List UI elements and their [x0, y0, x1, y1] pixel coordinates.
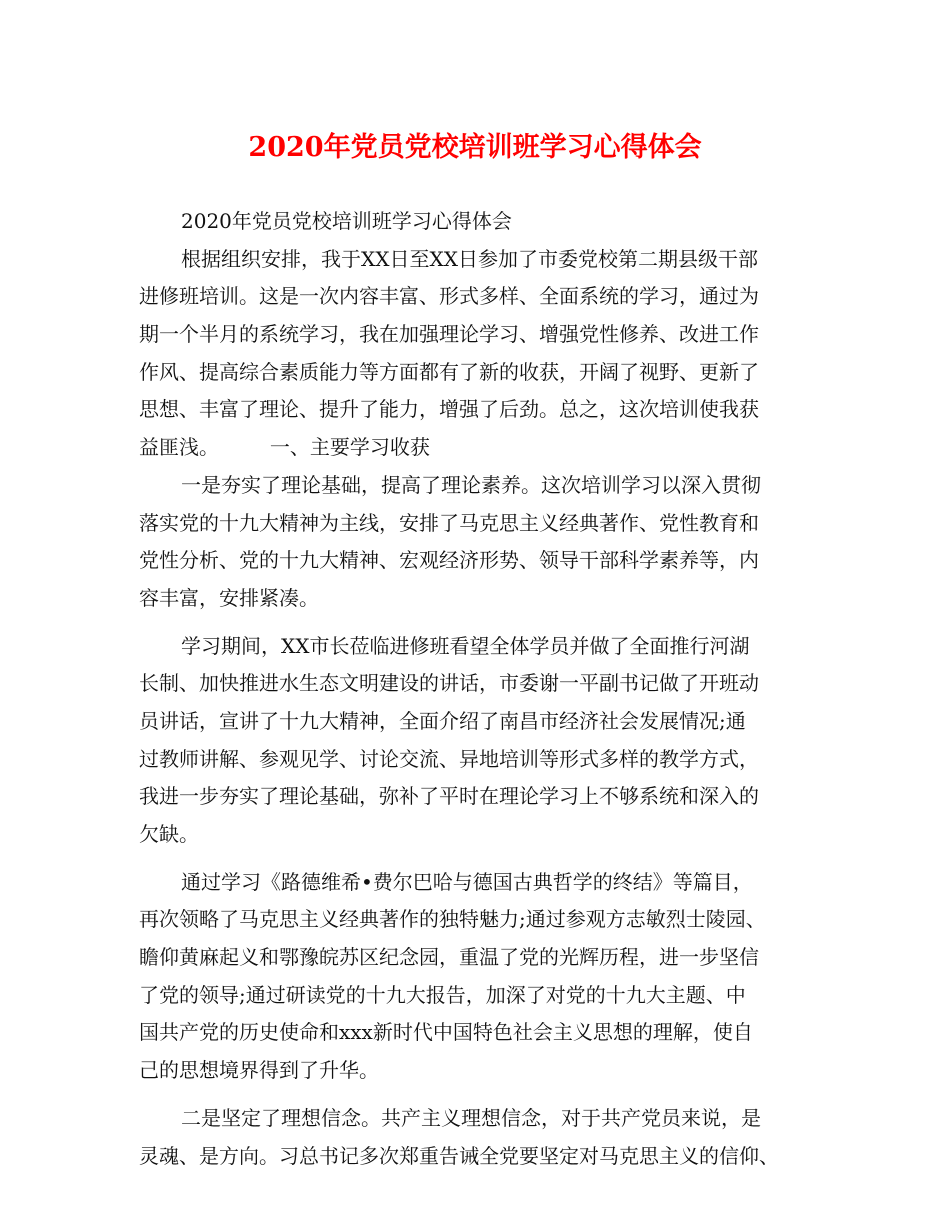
- text-line: 作风、提高综合素质能力等方面都有了新的收获，开阔了视野、更新了: [139, 359, 759, 384]
- text-line: 长制、加快推进水生态文明建设的讲话，市委谢一平副书记做了开班动: [139, 671, 759, 696]
- text-line: 通过学习《路德维希•费尔巴哈与德国古典哲学的终结》等篇目，: [181, 869, 753, 894]
- text-line: 过教师讲解、参观见学、讨论交流、异地培训等形式多样的教学方式，: [139, 746, 759, 771]
- text-line: 欠缺。: [139, 822, 199, 846]
- paragraph-gap: [139, 618, 819, 628]
- paragraph: [139, 864, 819, 1090]
- text-line: 2020年党员党校培训班学习心得体会: [181, 209, 512, 233]
- text-line: 灵魂、是方向。习总书记多次郑重告诫全党要坚定对马克思主义的信仰、: [139, 1143, 779, 1168]
- text-line: 思想、丰富了理论、提升了能力，增强了后劲。总之，这次培训使我获: [139, 397, 759, 422]
- paragraph-gap: [139, 1090, 819, 1100]
- paragraph: [139, 203, 819, 241]
- document-body: [139, 203, 819, 1175]
- paragraph: [139, 467, 819, 618]
- text-line: 党性分析、党的十九大精神、宏观经济形势、领导干部科学素养等，内: [139, 548, 759, 573]
- paragraph: [139, 1100, 819, 1175]
- text-line: 了党的领导;通过研读党的十九大报告，加深了对党的十九大主题、中: [139, 982, 746, 1007]
- text-line: 我进一步夯实了理论基础，弥补了平时在理论学习上不够系统和深入的: [139, 784, 759, 809]
- text-line: 瞻仰黄麻起义和鄂豫皖苏区纪念园，重温了党的光辉历程，进一步坚信: [139, 945, 759, 970]
- text-line: 国共产党的历史使命和xxx新时代中国特色社会主义思想的理解，使自: [139, 1020, 753, 1045]
- document-title: 2020年党员党校培训班学习心得体会: [248, 132, 702, 163]
- text-line: 期一个半月的系统学习，我在加强理论学习、增强党性修养、改进工作: [139, 322, 759, 347]
- paragraph: [139, 628, 819, 854]
- paragraph-gap: [139, 854, 819, 864]
- text-line: 落实党的十九大精神为主线，安排了马克思主义经典著作、党性教育和: [139, 510, 759, 535]
- text-line: 益匪浅。 一、主要学习收获: [139, 435, 430, 460]
- paragraph: [139, 241, 819, 467]
- text-line: 根据组织安排，我于XX日至XX日参加了市委党校第二期县级干部: [181, 246, 758, 271]
- text-line: 进修班培训。这是一次内容丰富、形式多样、全面系统的学习，通过为: [139, 284, 759, 309]
- text-line: 学习期间，XX市长莅临进修班看望全体学员并做了全面推行河湖: [181, 633, 750, 658]
- text-line: 己的思想境界得到了升华。: [139, 1058, 379, 1083]
- text-line: 再次领略了马克思主义经典著作的独特魅力;通过参观方志敏烈士陵园、: [139, 907, 766, 932]
- text-line: 一是夯实了理论基础，提高了理论素养。这次培训学习以深入贯彻: [181, 472, 761, 497]
- text-line: 员讲话，宣讲了十九大精神，全面介绍了南昌市经济社会发展情况;通: [139, 708, 746, 733]
- text-line: 二是坚定了理想信念。共产主义理想信念，对于共产党员来说，是: [181, 1105, 761, 1130]
- text-line: 容丰富，安排紧凑。: [139, 585, 319, 610]
